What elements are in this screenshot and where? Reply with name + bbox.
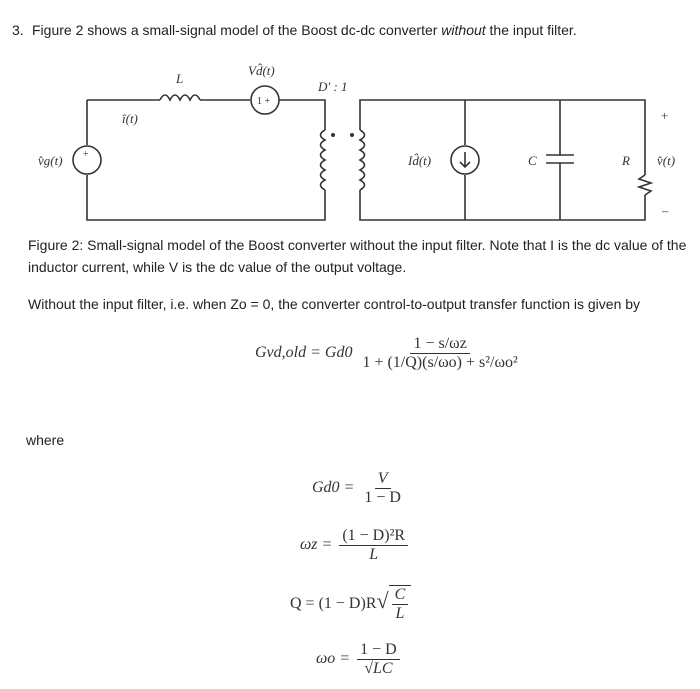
label-isource: Id̂(t) bbox=[408, 153, 432, 168]
eq-q bbox=[290, 585, 411, 623]
eq-wo-lhs: ωo = bbox=[316, 650, 351, 668]
eq-gvd-lhs: Gvd,old = Gd0 bbox=[255, 344, 353, 362]
wire-right-bottom bbox=[360, 190, 645, 220]
eq-q-frac bbox=[392, 586, 409, 623]
label-src-pm: 1 + bbox=[257, 96, 271, 107]
eq-gvd bbox=[255, 335, 524, 372]
eq-gvd-den: 1 + (1/Q)(s/ωo) + s²/ωo² bbox=[362, 354, 518, 371]
eq-wz-den: L bbox=[369, 546, 379, 563]
question-text-after: the input filter. bbox=[485, 22, 577, 38]
label-input-plus: + bbox=[83, 149, 89, 160]
label-transformer: D′ : 1 bbox=[318, 79, 348, 94]
inductor-coil bbox=[160, 95, 200, 100]
eq-q-sqrt-sign: √ bbox=[376, 588, 389, 614]
eq-gd0-num: V bbox=[375, 470, 391, 489]
eq-q-lhs: Q = (1 − D)R bbox=[290, 595, 377, 613]
wire-right-top bbox=[360, 100, 645, 175]
label-current: î(t) bbox=[122, 111, 138, 126]
transfer-function-intro: Without the input filter, i.e. when Zo = 0, the converter control-to-output transfer function is given by bbox=[28, 296, 641, 312]
eq-gd0-frac bbox=[361, 470, 404, 507]
eq-gd0-den: 1 − D bbox=[364, 489, 401, 506]
label-inductor: L bbox=[176, 71, 184, 86]
question-text bbox=[32, 22, 577, 38]
eq-q-den: L bbox=[395, 605, 405, 622]
eq-wo-den: √LC bbox=[364, 660, 393, 677]
xfmr-dot-left bbox=[331, 133, 335, 137]
eq-gvd-num: 1 − s/ωz bbox=[410, 335, 469, 354]
question-text-emph: without bbox=[441, 22, 486, 38]
where-label: where bbox=[26, 432, 65, 448]
eq-gd0 bbox=[312, 470, 407, 507]
wire-left-bottom bbox=[87, 175, 325, 220]
label-vout-plus: + bbox=[661, 108, 669, 123]
eq-q-sqrt bbox=[389, 585, 412, 623]
eq-gvd-frac bbox=[359, 335, 520, 372]
label-vsource: Vd̂(t) bbox=[248, 63, 275, 78]
label-res: R bbox=[622, 153, 630, 168]
eq-wz bbox=[300, 527, 411, 564]
isource-arrow bbox=[460, 152, 470, 167]
label-input: v̂g(t) bbox=[38, 153, 63, 168]
figure-caption: Figure 2: Small-signal model of the Boost converter without the input filter. Note that I is the dc value of the inductor current, while V is the dc value of the output voltage. bbox=[28, 237, 687, 275]
eq-wz-lhs: ωz = bbox=[300, 536, 333, 554]
eq-wo-num: 1 − D bbox=[357, 641, 400, 660]
eq-wz-frac bbox=[339, 527, 408, 564]
wire-top-to-xfmr bbox=[279, 100, 325, 130]
eq-q-num: C bbox=[392, 586, 409, 605]
xfmr-secondary bbox=[360, 130, 365, 190]
xfmr-primary bbox=[321, 130, 326, 190]
label-vout: v̂(t) bbox=[657, 153, 676, 168]
question-text-before: Figure 2 shows a small-signal model of the Boost dc-dc converter bbox=[32, 22, 442, 38]
question-number: 3. bbox=[12, 22, 24, 38]
resistor-zigzag bbox=[639, 175, 651, 195]
circuit-diagram bbox=[0, 55, 700, 235]
label-vout-minus: – bbox=[662, 203, 669, 218]
eq-wo bbox=[316, 641, 403, 678]
eq-wz-num: (1 − D)²R bbox=[339, 527, 408, 546]
eq-gd0-lhs: Gd0 = bbox=[312, 479, 355, 497]
xfmr-dot-right bbox=[350, 133, 354, 137]
label-cap: C bbox=[528, 153, 537, 168]
eq-wo-frac bbox=[357, 641, 400, 678]
